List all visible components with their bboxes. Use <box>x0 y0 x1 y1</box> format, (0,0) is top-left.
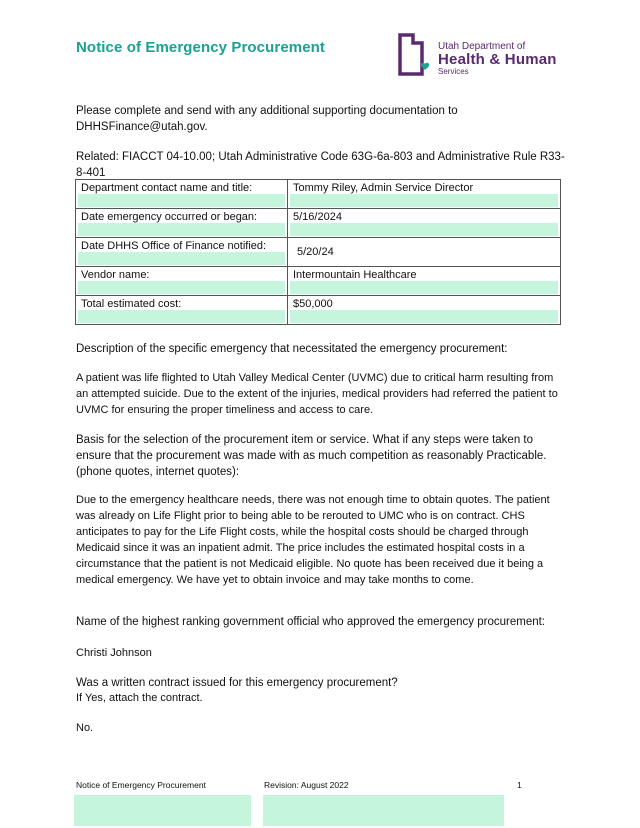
date-occurred-label: Date emergency occurred or began: <box>81 211 258 223</box>
logo-line1: Utah Department of <box>438 41 526 52</box>
answer-official: Christi Johnson <box>76 647 152 659</box>
footer-page-number: 1 <box>517 780 522 790</box>
cost-value[interactable]: $50,000 <box>293 298 333 310</box>
procurement-info-table <box>75 179 561 325</box>
cost-label: Total estimated cost: <box>81 298 182 310</box>
vendor-label: Vendor name: <box>81 269 150 281</box>
question-official: Name of the highest ranking government official who approved the emergency procurement: <box>76 616 545 628</box>
answer-description: A patient was life flighted to Utah Valley Medical Center (UVMC) due to critical harm resulting from an attempted suicide. Due to the extent of the injuries, medical providers had referred the patient to UVMC for ensuring the proper timeliness and access to care. <box>76 372 558 416</box>
table-row <box>76 267 561 296</box>
table-row <box>76 296 561 325</box>
contract-instruction: If Yes, attach the contract. <box>76 692 203 704</box>
question-basis: Basis for the selection of the procurement item or service. What if any steps were taken to ensure that the procurement was made with as much competition as reasonably Practicable. (phone quotes, internet quotes): <box>76 434 547 478</box>
table-row <box>76 180 561 209</box>
question-description: Description of the specific emergency that necessitated the emergency procurement: <box>76 343 508 355</box>
answer-basis: Due to the emergency healthcare needs, there was not enough time to obtain quotes. The patient was already on Life Flight prior to being able to be rerouted to UMC who is on contract. CHS anticipates to pay for the Life Flight costs, while the hospital costs should be charged through Medicaid since it was an inpatient admit. The price includes the estimated hospital costs in a circumstance that the patient is not Medicaid eligible. No quote has been received due it being a medical emergency. We have yet to obtain invoice and may take months to come. <box>76 494 550 586</box>
contact-value[interactable]: Tommy Riley, Admin Service Director <box>293 182 474 194</box>
utah-state-icon <box>396 33 436 78</box>
footer-field-middle[interactable] <box>263 795 504 826</box>
logo-line2: Health & Human <box>438 51 557 68</box>
footer-revision: Revision: August 2022 <box>264 780 349 790</box>
related-references: Related: FIACCT 04-10.00; Utah Administrative Code 63G-6a-803 and Administrative Rule R33-8-401 <box>76 151 565 179</box>
intro-email: DHHSFinance@utah.gov. <box>76 121 208 133</box>
date-notified-label: Date DHHS Office of Finance notified: <box>81 240 267 252</box>
date-occurred-value[interactable]: 5/16/2024 <box>293 211 342 223</box>
dhhs-logo <box>396 33 576 78</box>
answer-contract: No. <box>76 722 94 734</box>
contact-label: Department contact name and title: <box>81 182 253 194</box>
footer-field-left[interactable] <box>74 795 251 826</box>
document-title: Notice of Emergency Procurement <box>76 39 326 56</box>
table-row <box>76 238 561 267</box>
date-notified-value[interactable]: 5/20/24 <box>297 246 334 258</box>
vendor-value[interactable]: Intermountain Healthcare <box>293 269 417 281</box>
table-row <box>76 209 561 238</box>
footer-title: Notice of Emergency Procurement <box>76 780 206 790</box>
logo-line3: Services <box>438 67 469 76</box>
question-contract: Was a written contract issued for this emergency procurement? <box>76 677 398 689</box>
intro-line1: Please complete and send with any additional supporting documentation to <box>76 105 458 117</box>
